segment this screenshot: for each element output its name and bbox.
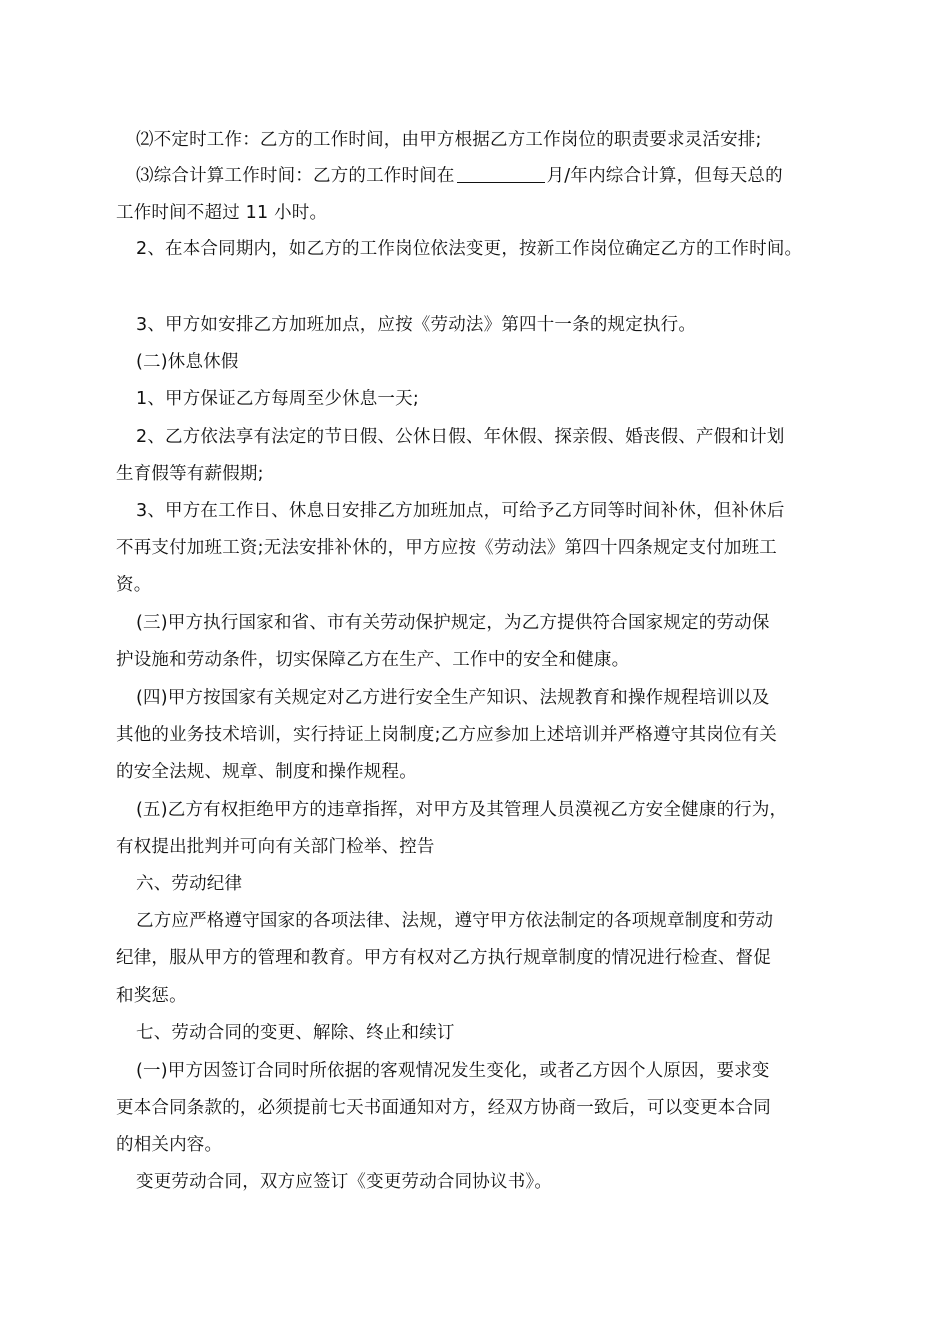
text-line: 资。 [116, 575, 152, 595]
text-line: 工作时间不超过 11 小时。 [116, 203, 328, 223]
text-line-with-blank [136, 163, 876, 189]
text-line: (五)乙方有权拒绝甲方的违章指挥，对甲方及其管理人员漠视乙方安全健康的行为， [136, 800, 788, 820]
text-line: 和奖惩。 [116, 986, 187, 1006]
section-heading: 六、劳动纪律 [136, 874, 243, 894]
text-line: 更本合同条款的，必须提前七天书面通知对方，经双方协商一致后，可以变更本合同 [116, 1098, 771, 1118]
section-heading: (二)休息休假 [136, 352, 239, 372]
text-line: 其他的业务技术培训，实行持证上岗制度;乙方应参加上述培训并严格遵守其岗位有关 [116, 725, 777, 745]
text-segment: 月/年内综合计算，但每天总的 [546, 166, 783, 186]
fill-in-blank [457, 164, 545, 183]
text-line: (三)甲方执行国家和省、市有关劳动保护规定，为乙方提供符合国家规定的劳动保 [136, 613, 770, 633]
text-line: 乙方应严格遵守国家的各项法律、法规，遵守甲方依法制定的各项规章制度和劳动 [136, 911, 774, 931]
text-line: 变更劳动合同，双方应签订《变更劳动合同协议书》。 [136, 1172, 553, 1192]
text-line: 2、乙方依法享有法定的节日假、公休日假、年休假、探亲假、婚丧假、产假和计划 [136, 427, 785, 447]
text-line: 3、甲方如安排乙方加班加点，应按《劳动法》第四十一条的规定执行。 [136, 315, 697, 335]
text-line: 有权提出批判并可向有关部门检举、控告 [116, 837, 435, 857]
text-line: 不再支付加班工资;无法安排补休的，甲方应按《劳动法》第四十四条规定支付加班工 [116, 538, 777, 558]
text-segment: ⑶综合计算工作时间：乙方的工作时间在 [136, 166, 455, 186]
section-heading: 七、劳动合同的变更、解除、终止和续订 [136, 1023, 455, 1043]
text-line: (一)甲方因签订合同时所依据的客观情况发生变化，或者乙方因个人原因，要求变 [136, 1061, 770, 1081]
text-line: 2、在本合同期内，如乙方的工作岗位依法变更，按新工作岗位确定乙方的工作时间。 [136, 239, 803, 259]
text-line: (四)甲方按国家有关规定对乙方进行安全生产知识、法规教育和操作规程培训以及 [136, 688, 770, 708]
text-line: ⑵不定时工作：乙方的工作时间，由甲方根据乙方工作岗位的职责要求灵活安排; [136, 130, 762, 150]
text-line: 生育假等有薪假期; [116, 464, 264, 484]
text-line: 3、甲方在工作日、休息日安排乙方加班加点，可给予乙方同等时间补休，但补休后 [136, 501, 785, 521]
text-line: 1、甲方保证乙方每周至少休息一天; [136, 389, 419, 409]
text-line: 纪律，服从甲方的管理和教育。甲方有权对乙方执行规章制度的情况进行检查、督促 [116, 948, 771, 968]
text-line: 的相关内容。 [116, 1135, 223, 1155]
text-line: 护设施和劳动条件，切实保障乙方在生产、工作中的安全和健康。 [116, 650, 630, 670]
text-line: 的安全法规、规章、制度和操作规程。 [116, 762, 417, 782]
